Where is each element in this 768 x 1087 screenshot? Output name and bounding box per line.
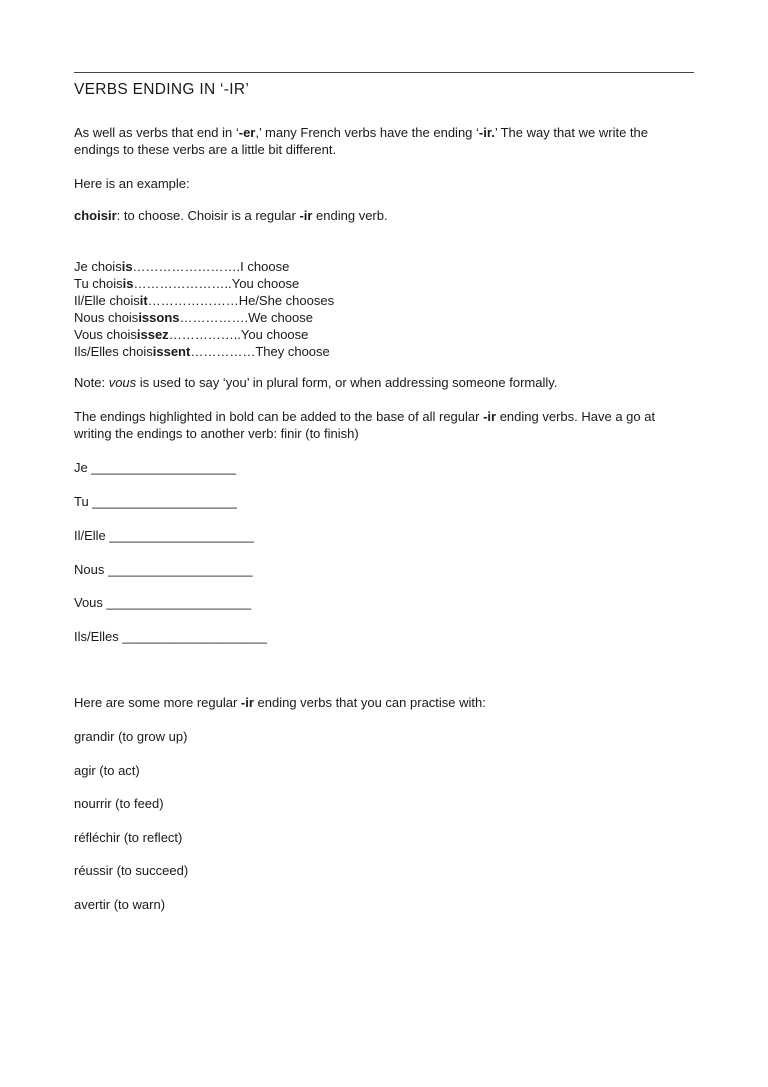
page-title: VERBS ENDING IN ‘-IR’ (74, 81, 250, 98)
intro-text-1: As well as verbs that end in ‘ (74, 125, 239, 140)
example-bold-ir: -ir (299, 208, 313, 223)
blank-vous[interactable]: Vous ____________________ (74, 595, 252, 610)
intro-bold-er: -er (238, 125, 256, 140)
conjugation-row: Vous choisissez……………..You choose (74, 327, 309, 342)
conjugation-row: Il/Elle choisit…………………He/She chooses (74, 293, 335, 308)
list-item: avertir (to warn) (74, 897, 166, 912)
header-rule (74, 72, 694, 73)
more-bold-ir: -ir (240, 695, 254, 710)
example-line (74, 207, 694, 224)
note-paragraph: Note: vous is used to say ‘you’ in plural form, or when addressing someone formally. (74, 375, 558, 390)
intro-bold-ir: -ir. (478, 125, 495, 140)
conjugation-row: Tu choisis…………………..You choose (74, 276, 300, 291)
note-italic-vous: vous (108, 375, 137, 390)
list-item: agir (to act) (74, 763, 140, 778)
example-text-2: ending verb. (312, 208, 388, 223)
example-text-1: : to choose. Choisir is a regular (116, 208, 300, 223)
conjugation-row: Je choisis…………………….I choose (74, 259, 290, 274)
conjugation-row: Ils/Elles choisissent……………They choose (74, 344, 330, 359)
intro-text-3: ’ The way that we write the endings to these verbs are a little bit different. (74, 125, 648, 157)
blank-tu[interactable]: Tu ____________________ (74, 494, 237, 509)
intro-text-2: ,’ many French verbs have the ending ‘ (255, 125, 479, 140)
list-item: réussir (to succeed) (74, 863, 189, 878)
conjugation-table (74, 258, 694, 360)
instruction-paragraph: The endings highlighted in bold can be added to the base of all regular -ir ending verbs. Have a go at writing the endings to another verb: finir (to finish) (74, 409, 656, 441)
example-intro: Here is an example: (74, 176, 190, 191)
intro-paragraph (74, 124, 694, 158)
blank-il-elle[interactable]: Il/Elle ____________________ (74, 528, 255, 543)
list-item: nourrir (to feed) (74, 796, 164, 811)
more-verbs-intro: Here are some more regular -ir ending verbs that you can practise with: (74, 695, 486, 710)
instruction-bold-ir: -ir (483, 409, 497, 424)
list-item: grandir (to grow up) (74, 729, 188, 744)
conjugation-row: Nous choisissons…………….We choose (74, 310, 313, 325)
example-verb: choisir (74, 208, 117, 223)
blank-ils-elles[interactable]: Ils/Elles ____________________ (74, 629, 268, 644)
blank-nous[interactable]: Nous ____________________ (74, 562, 253, 577)
blank-je[interactable]: Je ____________________ (74, 460, 236, 475)
list-item: réfléchir (to reflect) (74, 830, 183, 845)
